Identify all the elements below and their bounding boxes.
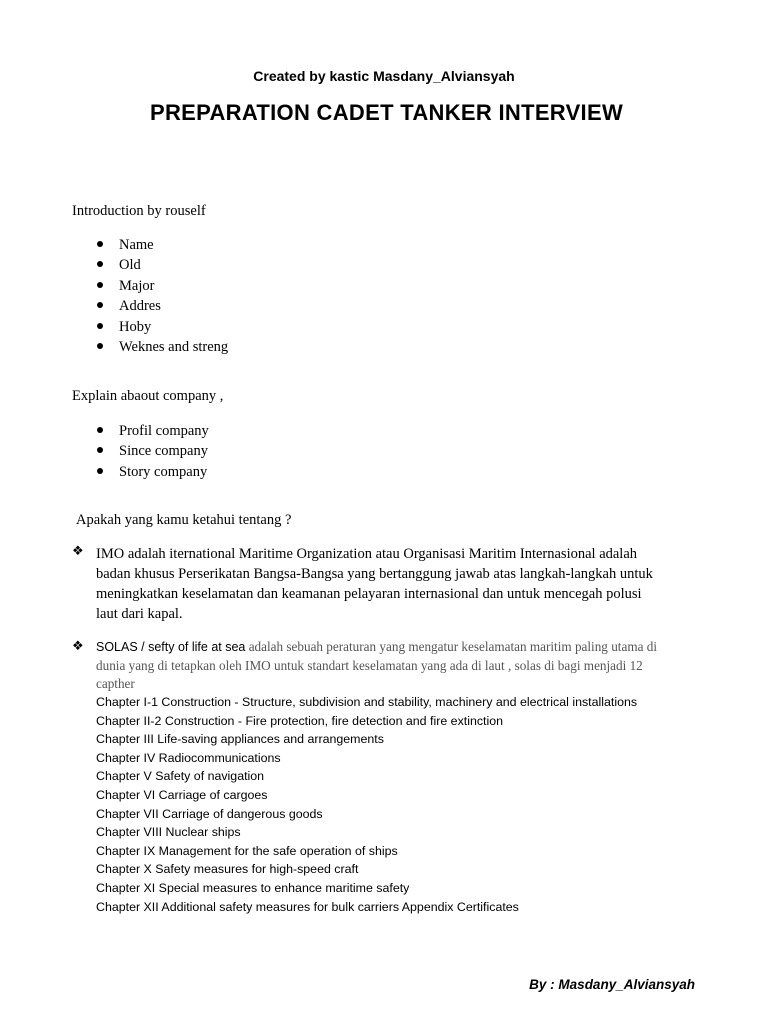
list-item: Chapter XI Special measures to enhance maritime safety (96, 880, 410, 895)
bullet-dot-icon (97, 343, 103, 349)
question-heading: Apakah yang kamu ketahui tentang ? (76, 512, 292, 528)
list-item: Profil company (72, 421, 209, 441)
imo-paragraph: ❖ IMO adalah iternational Maritime Organization atau Organisasi Maritim Internasional adalah badan khusus Perserikatan Bangsa-Bangsa yang bertanggung jawab atas langkah-langkah untuk meningkatkan keselamatan dan keamanan pelayaran internasional dan untuk mencegah polusi laut dari kapal. (72, 544, 653, 622)
creator-line: Created by kastic Masdany_Alviansyah (253, 68, 515, 84)
author-byline: By : Masdany_Alviansyah (529, 977, 695, 992)
list-item: Chapter V Safety of navigation (96, 769, 265, 784)
company-heading: Explain abaout company , (72, 388, 224, 404)
list-item: Chapter X Safety measures for high-speed craft (96, 862, 359, 877)
page-title: PREPARATION CADET TANKER INTERVIEW (149, 100, 624, 125)
list-item: Hoby (72, 317, 228, 337)
list-item: Since company (72, 441, 209, 461)
list-item: Story company (72, 462, 209, 482)
diamond-bullet-icon: ❖ (72, 544, 84, 559)
list-item: Chapter VIII Nuclear ships (96, 825, 241, 840)
list-item: Chapter I-1 Construction - Structure, subdivision and stability, machinery and electrical installations (96, 695, 638, 709)
list-item: Chapter III Life-saving appliances and arrangements (96, 732, 384, 747)
company-list (72, 421, 209, 482)
bullet-dot-icon (97, 241, 103, 247)
solas-lead: SOLAS / sefty of life at sea (96, 640, 246, 654)
introduction-list (72, 235, 228, 357)
list-item: Chapter VI Carriage of cargoes (96, 787, 268, 802)
solas-paragraph: ❖ SOLAS / sefty of life at sea adalah sebuah peraturan yang mengatur keselamatan maritim paling utama di dunia yang di tetapkan oleh IMO untuk standart keselamatan yang ada di laut , solas di bagi menjadi 12 capther (72, 639, 657, 691)
bullet-dot-icon (97, 282, 103, 288)
list-item: Name (72, 235, 228, 255)
introduction-heading: Introduction by rouself (72, 203, 206, 219)
bullet-dot-icon (97, 447, 103, 453)
solas-chapter-list (96, 693, 637, 916)
bullet-dot-icon (97, 302, 103, 308)
bullet-dot-icon (97, 427, 103, 433)
list-item: Chapter VII Carriage of dangerous goods (96, 806, 323, 821)
list-item: Old (72, 255, 228, 275)
list-item: Chapter IX Management for the safe operation of ships (96, 843, 398, 858)
list-item: Addres (72, 296, 228, 316)
list-item: Chapter XII Additional safety measures for bulk carriers Appendix Certificates (96, 899, 519, 914)
bullet-dot-icon (97, 323, 103, 329)
bullet-dot-icon (97, 468, 103, 474)
diamond-bullet-icon: ❖ (72, 639, 84, 654)
list-item: Chapter II-2 Construction - Fire protection, fire detection and fire extinction (96, 713, 504, 728)
list-item: Weknes and streng (72, 337, 228, 357)
list-item: Chapter IV Radiocommunications (96, 750, 281, 765)
list-item: Major (72, 276, 228, 296)
bullet-dot-icon (97, 261, 103, 267)
